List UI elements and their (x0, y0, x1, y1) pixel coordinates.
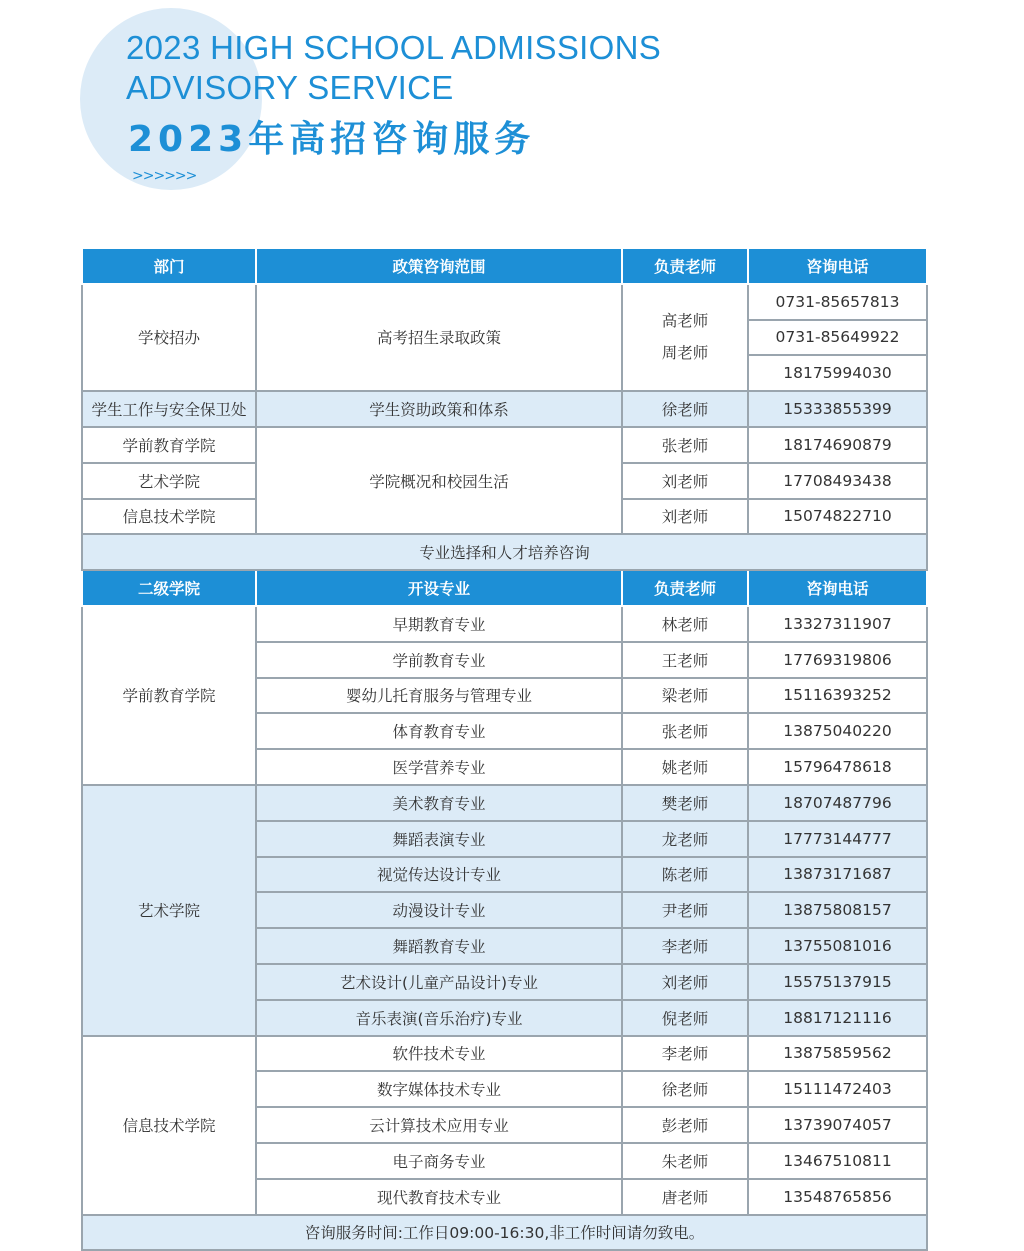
phone-cell: 15575137915 (748, 964, 927, 1000)
table-row (82, 1036, 927, 1072)
teacher-name: 高老师 (661, 312, 709, 331)
major-cell: 早期教育专业 (256, 606, 622, 642)
col-header-phone: 咨询电话 (748, 248, 927, 284)
phone-cell: 13875040220 (748, 713, 927, 749)
phone-cell: 13875808157 (748, 892, 927, 928)
dept-cell: 信息技术学院 (82, 499, 256, 535)
scope-cell: 学生资助政策和体系 (256, 391, 622, 427)
teacher-cell: 樊老师 (622, 785, 748, 821)
teacher-cell: 彭老师 (622, 1107, 748, 1143)
major-consulting-banner: 专业选择和人才培养咨询 (82, 534, 927, 570)
teacher-cell: 李老师 (622, 928, 748, 964)
teacher-cell: 梁老师 (622, 678, 748, 714)
teacher-cell: 徐老师 (622, 391, 748, 427)
footer-row (82, 1215, 927, 1251)
col-header-major: 开设专业 (256, 570, 622, 606)
title-chinese: 2023年高招咨询服务 (128, 119, 536, 160)
phone-cell: 13755081016 (748, 928, 927, 964)
title-english-line-2: ADVISORY SERVICE (126, 69, 454, 106)
teacher-name: 周老师 (661, 344, 709, 363)
section2-header-row (82, 570, 927, 606)
phone-cell: 0731-85657813 (748, 284, 927, 320)
phone-cell: 13873171687 (748, 857, 927, 893)
major-cell: 舞蹈表演专业 (256, 821, 622, 857)
advisory-table (81, 247, 928, 1251)
dept-cell: 学校招办 (82, 284, 256, 391)
scope-cell: 高考招生录取政策 (256, 284, 622, 391)
major-cell: 体育教育专业 (256, 713, 622, 749)
table-row (82, 284, 927, 320)
phone-cell: 13875859562 (748, 1036, 927, 1072)
teacher-cell: 张老师 (622, 427, 748, 463)
teacher-cell: 刘老师 (622, 499, 748, 535)
teacher-cell: 唐老师 (622, 1179, 748, 1215)
phone-cell: 18817121116 (748, 1000, 927, 1036)
service-hours-note: 咨询服务时间:工作日09:00-16:30,非工作时间请勿致电。 (82, 1215, 927, 1251)
teacher-cell: 王老师 (622, 642, 748, 678)
dept-cell: 学生工作与安全保卫处 (82, 391, 256, 427)
chevron-arrows-icon: >>>>>> (132, 168, 197, 184)
phone-cell: 15796478618 (748, 749, 927, 785)
banner-row (82, 534, 927, 570)
college-cell: 信息技术学院 (82, 1036, 256, 1215)
major-cell: 动漫设计专业 (256, 892, 622, 928)
col-header-dept: 部门 (82, 248, 256, 284)
dept-cell: 艺术学院 (82, 463, 256, 499)
title-english (126, 28, 661, 108)
teacher-cell: 龙老师 (622, 821, 748, 857)
major-cell: 艺术设计(儿童产品设计)专业 (256, 964, 622, 1000)
table-row (82, 785, 927, 821)
teacher-cell: 倪老师 (622, 1000, 748, 1036)
major-cell: 电子商务专业 (256, 1143, 622, 1179)
phone-cell: 18707487796 (748, 785, 927, 821)
college-cell: 艺术学院 (82, 785, 256, 1036)
table-row (82, 606, 927, 642)
major-cell: 音乐表演(音乐治疗)专业 (256, 1000, 622, 1036)
col-header-teacher: 负责老师 (622, 570, 748, 606)
phone-cell: 0731-85649922 (748, 320, 927, 356)
teacher-cell: 张老师 (622, 713, 748, 749)
phone-cell: 13467510811 (748, 1143, 927, 1179)
phone-cell: 17708493438 (748, 463, 927, 499)
phone-cell: 17769319806 (748, 642, 927, 678)
major-cell: 现代教育技术专业 (256, 1179, 622, 1215)
teacher-cell: 朱老师 (622, 1143, 748, 1179)
phone-cell: 15111472403 (748, 1071, 927, 1107)
section1-header-row (82, 248, 927, 284)
col-header-scope: 政策咨询范围 (256, 248, 622, 284)
dept-cell: 学前教育学院 (82, 427, 256, 463)
phone-cell: 13548765856 (748, 1179, 927, 1215)
phone-cell: 15333855399 (748, 391, 927, 427)
phone-cell: 15074822710 (748, 499, 927, 535)
major-cell: 视觉传达设计专业 (256, 857, 622, 893)
teacher-cell: 姚老师 (622, 749, 748, 785)
col-header-phone: 咨询电话 (748, 570, 927, 606)
col-header-teacher: 负责老师 (622, 248, 748, 284)
major-cell: 学前教育专业 (256, 642, 622, 678)
teacher-cell: 陈老师 (622, 857, 748, 893)
phone-cell: 18175994030 (748, 355, 927, 391)
major-cell: 舞蹈教育专业 (256, 928, 622, 964)
teacher-cell: 尹老师 (622, 892, 748, 928)
college-cell: 学前教育学院 (82, 606, 256, 785)
col-header-college: 二级学院 (82, 570, 256, 606)
teacher-cell: 刘老师 (622, 964, 748, 1000)
phone-cell: 13327311907 (748, 606, 927, 642)
teacher-cell: 李老师 (622, 1036, 748, 1072)
teacher-cell (622, 284, 748, 391)
teacher-cell: 林老师 (622, 606, 748, 642)
scope-cell: 学院概况和校园生活 (256, 427, 622, 534)
phone-cell: 17773144777 (748, 821, 927, 857)
major-cell: 软件技术专业 (256, 1036, 622, 1072)
major-cell: 婴幼儿托育服务与管理专业 (256, 678, 622, 714)
title-english-line-1: 2023 HIGH SCHOOL ADMISSIONS (126, 29, 662, 66)
major-cell: 医学营养专业 (256, 749, 622, 785)
phone-cell: 13739074057 (748, 1107, 927, 1143)
table-row (82, 427, 927, 463)
major-cell: 美术教育专业 (256, 785, 622, 821)
table-row (82, 391, 927, 427)
major-cell: 云计算技术应用专业 (256, 1107, 622, 1143)
phone-cell: 15116393252 (748, 678, 927, 714)
teacher-cell: 刘老师 (622, 463, 748, 499)
phone-cell: 18174690879 (748, 427, 927, 463)
major-cell: 数字媒体技术专业 (256, 1071, 622, 1107)
teacher-cell: 徐老师 (622, 1071, 748, 1107)
